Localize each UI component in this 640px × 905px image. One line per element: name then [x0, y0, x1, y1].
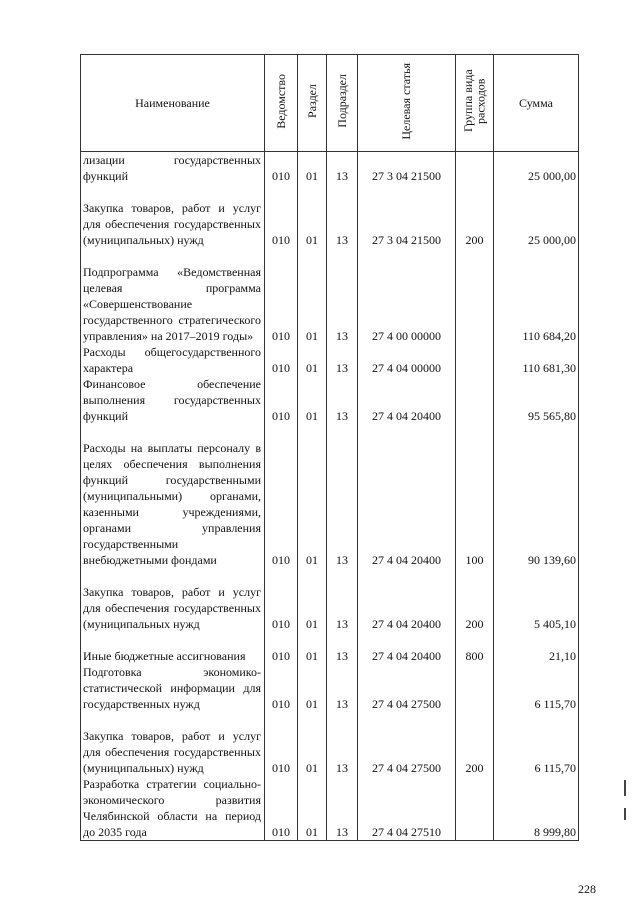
row-department: 010 [265, 664, 298, 712]
row-article: 27 4 04 20400 [358, 376, 456, 424]
row-section: 01 [298, 664, 327, 712]
table-row [81, 344, 579, 376]
row-subsection: 13 [327, 248, 358, 344]
row-name: Расходы на выплаты персоналу в целях обеспечения выполнения функций государственными (муниципальными) органами, казенными учреждениями, органами управления государственными внебюджетными фондами [81, 424, 265, 568]
row-section: 01 [298, 376, 327, 424]
header-section: Раздел [298, 55, 327, 152]
row-department: 010 [265, 152, 298, 185]
row-sum: 95 565,80 [494, 376, 579, 424]
header-row [81, 55, 579, 152]
row-sum: 25 000,00 [494, 152, 579, 185]
row-name: Разработка стратегии социально-экономического развития Челябинской области на период до 2035 года [81, 776, 265, 841]
row-sum: 110 684,20 [494, 248, 579, 344]
row-subsection: 13 [327, 664, 358, 712]
row-article: 27 4 04 20400 [358, 424, 456, 568]
row-sum: 110 681,30 [494, 344, 579, 376]
header-name: Наименование [81, 55, 265, 152]
row-name: Закупка товаров, работ и услуг для обеспечения государственных (муниципальных) нужд [81, 712, 265, 776]
row-name: Финансовое обеспечение выполнения государственных функций [81, 376, 265, 424]
row-group [456, 664, 494, 712]
row-subsection: 13 [327, 424, 358, 568]
row-department: 010 [265, 632, 298, 664]
row-article: 27 4 04 27510 [358, 776, 456, 841]
page-number: 228 [578, 882, 596, 896]
budget-table [80, 54, 579, 841]
row-department: 010 [265, 568, 298, 632]
scan-mark [624, 808, 626, 820]
row-name: Расходы общегосударственного характера [81, 344, 265, 376]
header-article: Целевая статья [358, 55, 456, 152]
row-section: 01 [298, 184, 327, 248]
row-group: 800 [456, 632, 494, 664]
row-group: 200 [456, 712, 494, 776]
row-article: 27 4 04 00000 [358, 344, 456, 376]
row-sum: 5 405,10 [494, 568, 579, 632]
row-group [456, 152, 494, 185]
row-group [456, 248, 494, 344]
table-row [81, 184, 579, 248]
row-section: 01 [298, 424, 327, 568]
row-subsection: 13 [327, 184, 358, 248]
row-section: 01 [298, 712, 327, 776]
row-section: 01 [298, 568, 327, 632]
row-article: 27 4 04 20400 [358, 568, 456, 632]
row-sum: 90 139,60 [494, 424, 579, 568]
header-department: Ведомство [265, 55, 298, 152]
table-row [81, 152, 579, 185]
row-section: 01 [298, 344, 327, 376]
row-name: Закупка товаров, работ и услуг для обеспечения государственных (муниципальных нужд [81, 568, 265, 632]
row-department: 010 [265, 776, 298, 841]
row-article: 27 3 04 21500 [358, 152, 456, 185]
row-department: 010 [265, 248, 298, 344]
row-sum: 6 115,70 [494, 664, 579, 712]
row-subsection: 13 [327, 344, 358, 376]
row-name: Подпрограмма «Ведомственная целевая программа «Совершенствование государственного стратегического управления» на 2017–2019 годы» [81, 248, 265, 344]
row-section: 01 [298, 152, 327, 185]
row-name: Подготовка экономико-статистической информации для государственных нужд [81, 664, 265, 712]
header-sum: Сумма [494, 55, 579, 152]
row-subsection: 13 [327, 376, 358, 424]
row-department: 010 [265, 184, 298, 248]
row-department: 010 [265, 424, 298, 568]
table-row [81, 568, 579, 632]
row-group: 100 [456, 424, 494, 568]
table-row [81, 632, 579, 664]
row-department: 010 [265, 712, 298, 776]
table-row [81, 248, 579, 344]
row-group: 200 [456, 568, 494, 632]
header-subsection: Подраздел [327, 55, 358, 152]
row-department: 010 [265, 344, 298, 376]
table-row [81, 712, 579, 776]
row-section: 01 [298, 632, 327, 664]
table-row [81, 776, 579, 841]
row-subsection: 13 [327, 152, 358, 185]
row-department: 010 [265, 376, 298, 424]
row-sum: 6 115,70 [494, 712, 579, 776]
row-subsection: 13 [327, 632, 358, 664]
row-group: 200 [456, 184, 494, 248]
row-article: 27 4 04 27500 [358, 712, 456, 776]
row-subsection: 13 [327, 712, 358, 776]
scan-mark [624, 780, 626, 796]
row-name: лизации государственных функций [81, 152, 265, 185]
row-subsection: 13 [327, 568, 358, 632]
row-article: 27 4 00 00000 [358, 248, 456, 344]
row-section: 01 [298, 776, 327, 841]
row-sum: 25 000,00 [494, 184, 579, 248]
row-article: 27 4 04 27500 [358, 664, 456, 712]
row-sum: 21,10 [494, 632, 579, 664]
row-section: 01 [298, 248, 327, 344]
table-row [81, 424, 579, 568]
row-subsection: 13 [327, 776, 358, 841]
row-name: Иные бюджетные ассигнования [81, 632, 265, 664]
row-article: 27 3 04 21500 [358, 184, 456, 248]
row-sum: 8 999,80 [494, 776, 579, 841]
row-name: Закупка товаров, работ и услуг для обеспечения государственных (муниципальных) нужд [81, 184, 265, 248]
header-group: Группа вида расходов [456, 55, 494, 152]
row-group [456, 376, 494, 424]
row-group [456, 776, 494, 841]
row-article: 27 4 04 20400 [358, 632, 456, 664]
table-row [81, 664, 579, 712]
table-row [81, 376, 579, 424]
row-group [456, 344, 494, 376]
